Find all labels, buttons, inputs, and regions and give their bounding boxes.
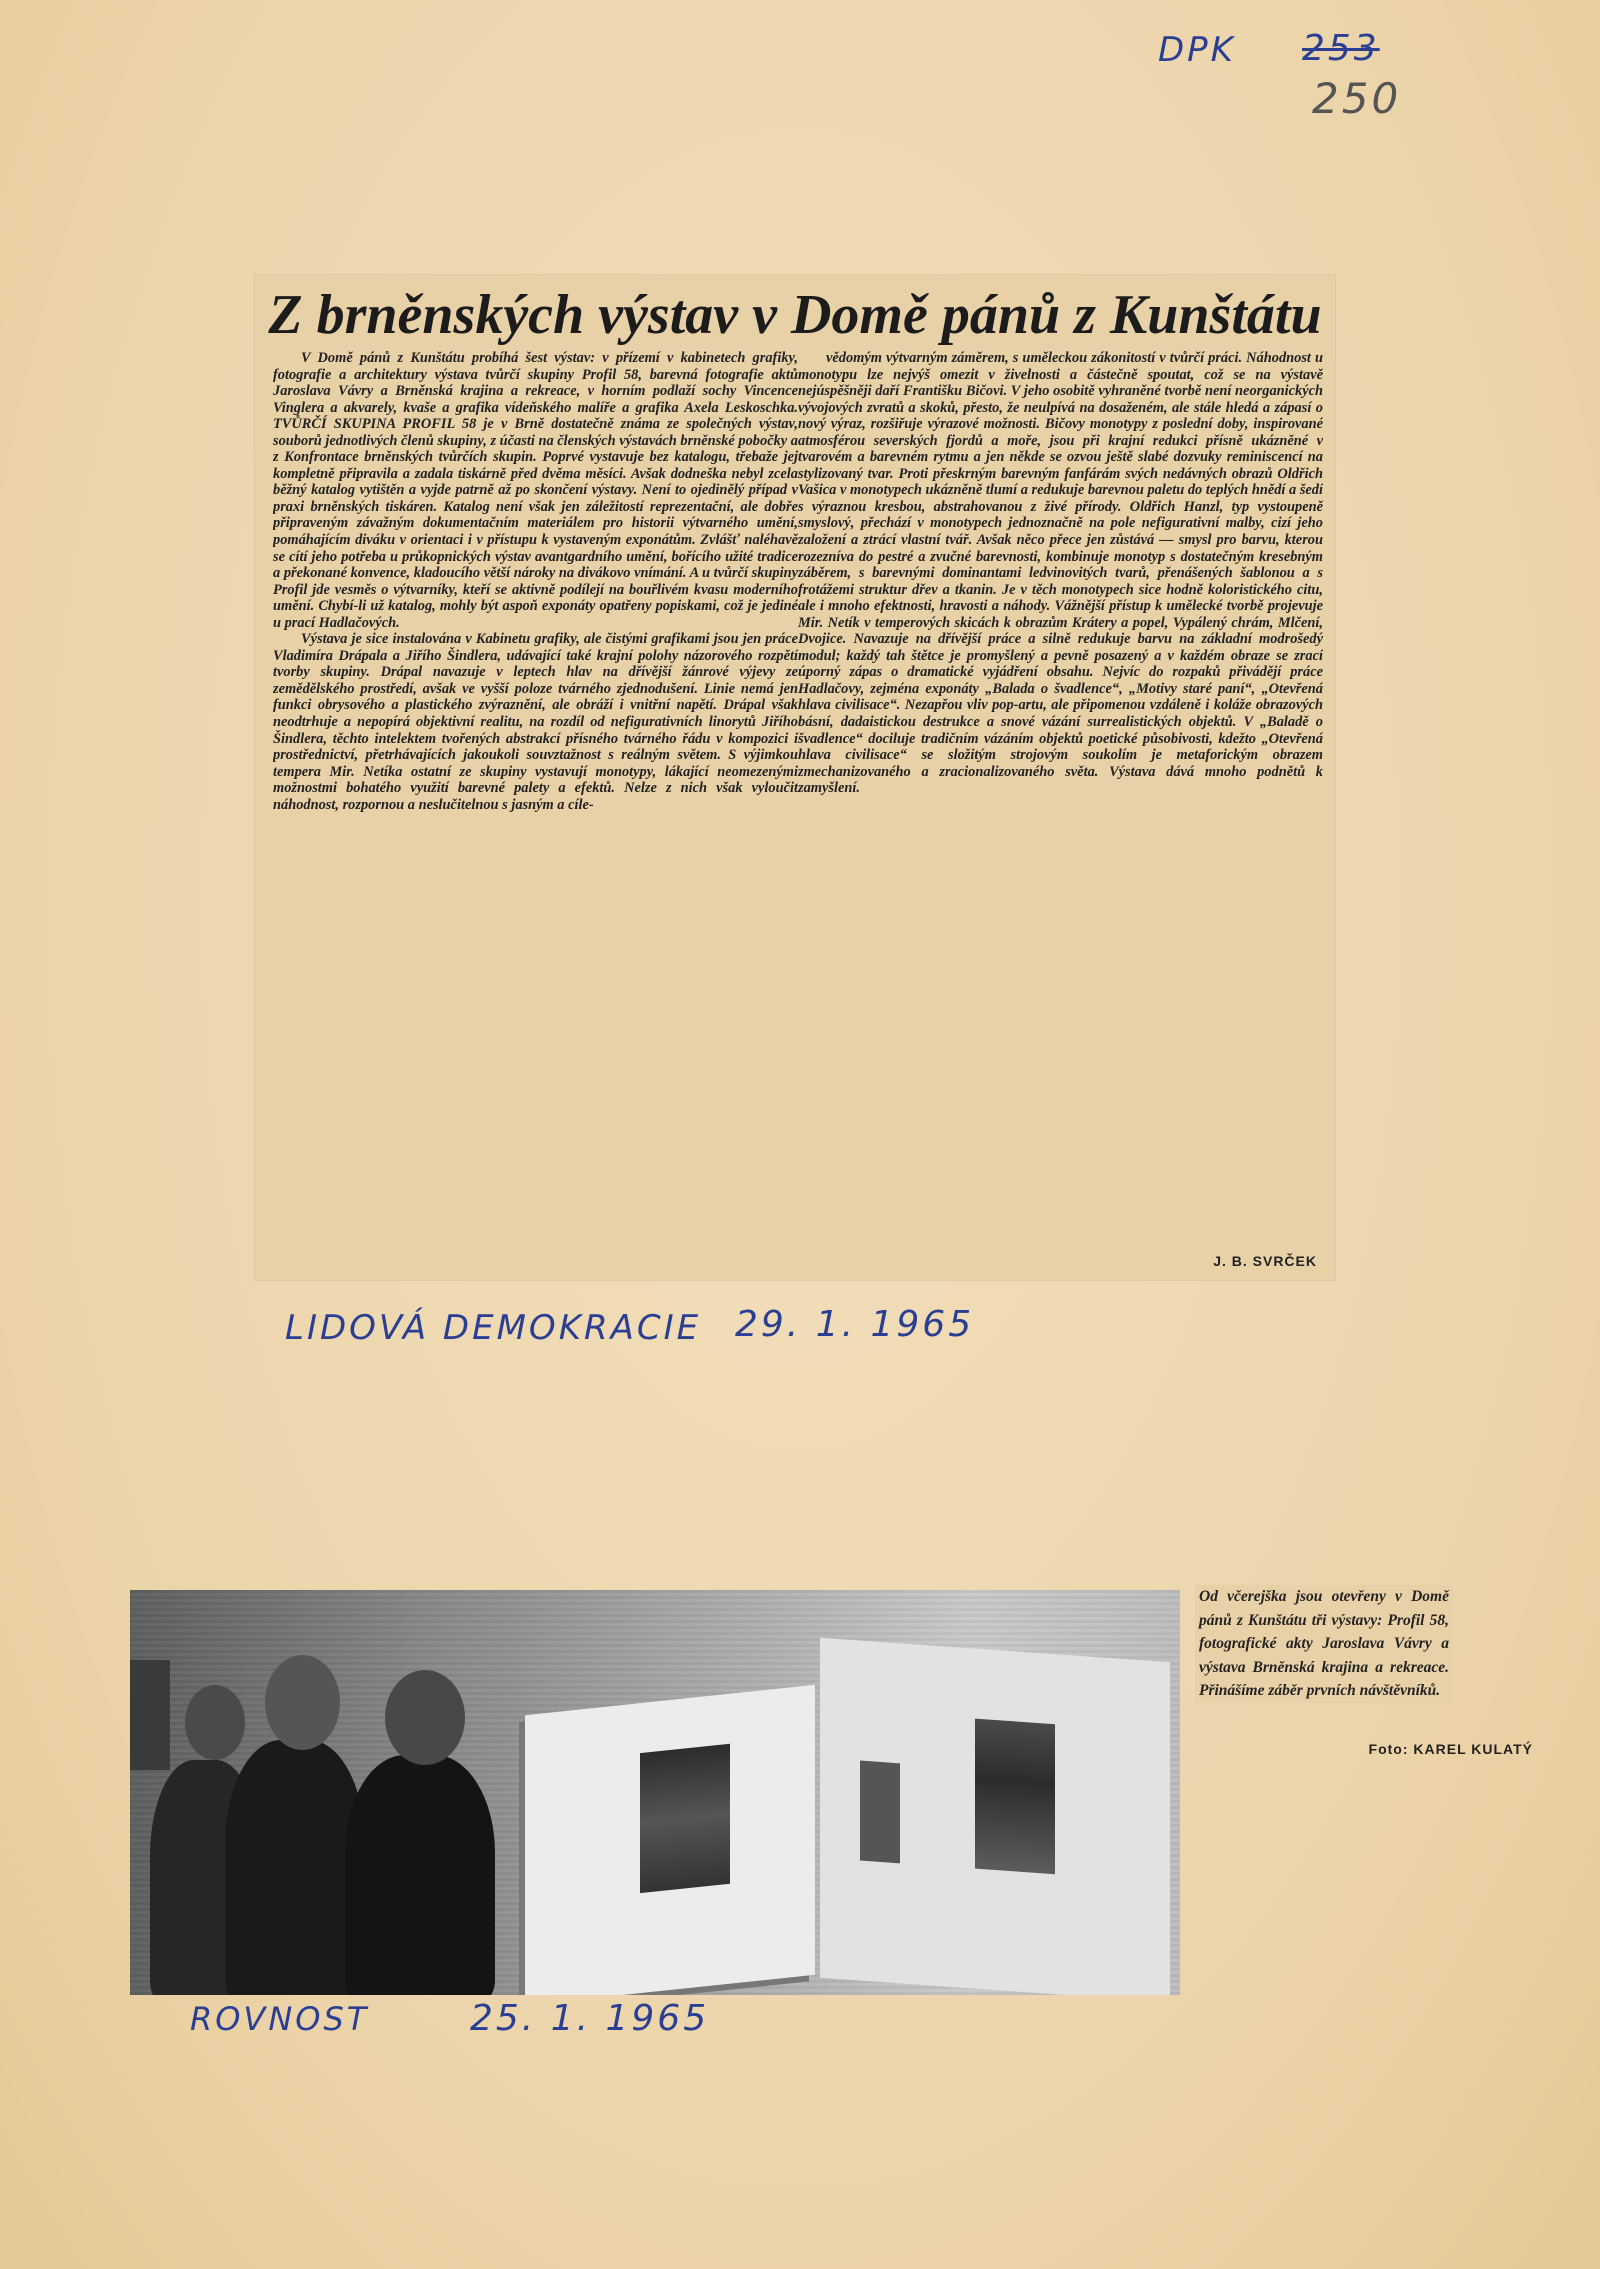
photo-visitor-head (185, 1685, 245, 1760)
archive-ref-number-crossed: 253 (1302, 28, 1380, 69)
source-date-note: 29. 1. 1965 (735, 1304, 975, 1345)
photo-display-panel (820, 1638, 1170, 1995)
article-paragraph: vědomým výtvarným záměrem, s uměleckou zákonitostí v tvůrčí práci. Náhodnost u monotypu lze nejvýš omezit v živelnosti a částečně spoutat, což se na výstavě nejúspěšněji daří Františku Bičovi. V jeho osobitě vyhraněné tvorbě není neorganických vývojových zvratů a skoků, přesto, že neulpívá na dosaženém, ale stále hledá a zápasí o nový výraz, rozšiřuje výrazové možnosti. Bičovy monotypy z poslední doby, inspirované atmosférou severských fjordů a moře, jsou při krajní redukci přísně ukázněné v tvarovém a barevném rytmu a jen někde se ozvou ještě slabé dozvuky reminiscencí na stylizovaný tvar. Proti přeskrným barevným fanfárám svých nedávných obrazů Oldřich Vašica v monotypech ukázněně tlumí a redukuje barevnou paletu do teplých hnědí a šedí s výraznou kresbou, abstrahovanou z živé přírody. Oldřich Hanzl, typ vystoupeně smyslový, přechází v monotypech jednoznačně na pole nefigurativní malby, cizí jeho založení a ztrácí vlastní tvář. Avšak něco přece jen zůstává — smysl pro barvu, kterou rozezníva do pestré a zvučné barevnosti, kombinuje monotyp s dostatečným kresebným záběrem, s barevnými dominantami ledvinovitých tvarů, přenášených šablonou a s frotážemi struktur dřev a tkanin. Je v těch monotypech sice hodně koloristického citu, ale i mnoho efektnosti, hravosti a náhody. Vážnější přístup k umělecké tvorbě projevuje Mir. Netík v temperových skicách k obrazům Krátery a popel, Vypálený chrám, Mlčení, Dvojice. Navazuje na dřívější práce a silně redukuje barvu na základní modrošedý modul; každý tah štětce je promyšlený a pevně posazený a v každém obraze se zrací úporný zápas o dramatické vyjádření obsahu. Nejvíc do rozpaků přivádějí práce Hadlačovy, zejména exponáty „Balada o švadlence“, „Motivy staré paní“, „Otevřená hlava civilisace“. Nezapřou vliv pop-artu, ale připomenou vzdáleně i koláže obrazových básní, dadaistickou destrukce a snové vázání surrealistických objektů. V „Baladě o švadlence“ dociluje tradičním vázáním objektů poetické působivosti, kdežto „Otevřená hlava civilisace“ se složitým strojovým soukolím je metaforickým obrazem zmechanizovaného a zracionalizovaného světa. Výstava dává mnoho podnětů k zamyšlení. (798, 350, 1323, 797)
exhibition-photo (130, 1590, 1180, 1995)
photo-visitor (345, 1755, 495, 1995)
photo-artwork (860, 1761, 900, 1864)
source-date-note: 25. 1. 1965 (470, 1998, 710, 2039)
article-byline: J. B. SVRČEK (1213, 1253, 1317, 1269)
article-column-right (798, 350, 1323, 1270)
archive-ref-code: DPK (1158, 30, 1236, 70)
article-column-left (273, 350, 798, 1270)
photo-visitor-head (385, 1670, 465, 1765)
photo-display-panel (525, 1685, 815, 1995)
photo-artwork (975, 1719, 1055, 1875)
article-clipping (255, 275, 1335, 1280)
source-publication-note: ROVNOST (190, 2000, 370, 2038)
article-paragraph: Výstava je sice instalována v Kabinetu grafiky, ale čistými grafikami jsou jen práce Vladimíra Drápala a Jiřího Šindlera, udávající také krajní polohy názorového rozpětí tvorby skupiny. Drápal navazuje v leptech hlav na dřívější žánrové výjevy ze zemědělského prostředí, avšak ve vyšší poloze tvárného zjednodušení. Linie nemá jen funkci obrysového a plastického zvýraznění, ale obráží i vnitřní napětí. Drápal však neodtrhuje a nepopírá objektivní realitu, na rozdíl od nefigurativních linorytů Jiřího Šindlera, těchto intelektem tvořených abstrakcí přísného tvárného řádu v kompozici i prostřednictví, přetrhávajících jakoukoli souvztažnost s reálným světem. S výjimkou tempera Mir. Netíka ostatní ze skupiny vystavují monotypy, lákající neomezenými možnostmi bohatého využití barevné palety a efektů. Nelze z nich však vyloučit náhodnost, rozpornou a neslučitelnou s jasným a cíle- (273, 631, 798, 813)
photo-frame-left (130, 1660, 170, 1770)
photo-credit: Foto: KAREL KULATÝ (1368, 1741, 1533, 1757)
photo-artwork (640, 1744, 730, 1893)
archive-ref-number: 250 (1312, 74, 1402, 123)
photo-visitor (225, 1740, 365, 1995)
photo-caption: Od včerejška jsou otevřeny v Domě pánů z Kunštátu tři výstavy: Profil 58, fotografické akty Jaroslava Vávry a výstava Brněnská krajina a rekreace. Přinášíme záběr prvních návštěvníků. (1195, 1585, 1453, 1703)
article-paragraph: V Domě pánů z Kunštátu probíhá šest výstav: v přízemí v kabinetech grafiky, fotografie a architektury výstava tvůrčí skupiny Profil 58, barevná fotografie aktů Jaroslava Vávry a Brněnská krajina a rekreace, v horním podlaží sochy Vincence Vinglera a akvarely, kvaše a grafika vídeňského malíře a grafika Axela Leskoschka. TVŮRČÍ SKUPINA PROFIL 58 je v Brně dostatečně známa ze společných výstav, souborů jednotlivých členů skupiny, z účasti na členských výstavách brněnské pobočky a z Konfrontace brněnských tvůrčích skupin. Poprvé vystavuje bez katalogu, třebaže jej kompletně připravila a zadala tiskárně před dvěma měsíci. Avšak dodneška nebyl zcela běžný katalog vytištěn a vyjde patrně až po skončení výstavy. Není to ojedinělý případ v praxi brněnských tiskáren. Katalog není však jen záležitostí reprezentační, ale dobře připraveným závažným dokumentačním materiálem pro historii výtvarného umění, pomáhajícím diváku v orientaci i v přístupu k vystaveným exponátům. Zvlášť naléhavě se cítí jeho potřeba u průkopnických výstav avantgardního umění, bořícího užité tradice a překonané konvence, kladoucího větší nároky na divákovo vnímání. A u tvůrčí skupiny Profil jde vesměs o výtvarníky, kteří se aktivně podílejí na bouřlivém kvasu moderního umění. Chybí-li už katalog, mohly být aspoň exponáty opatřeny popiskami, což je jediné u prací Hadlačových. (273, 350, 798, 631)
photo-visitor-head (265, 1655, 340, 1750)
article-headline: Z brněnských výstav v Domě pánů z Kunštátu (268, 284, 1322, 346)
source-publication-note: LIDOVÁ DEMOKRACIE (285, 1308, 702, 1348)
